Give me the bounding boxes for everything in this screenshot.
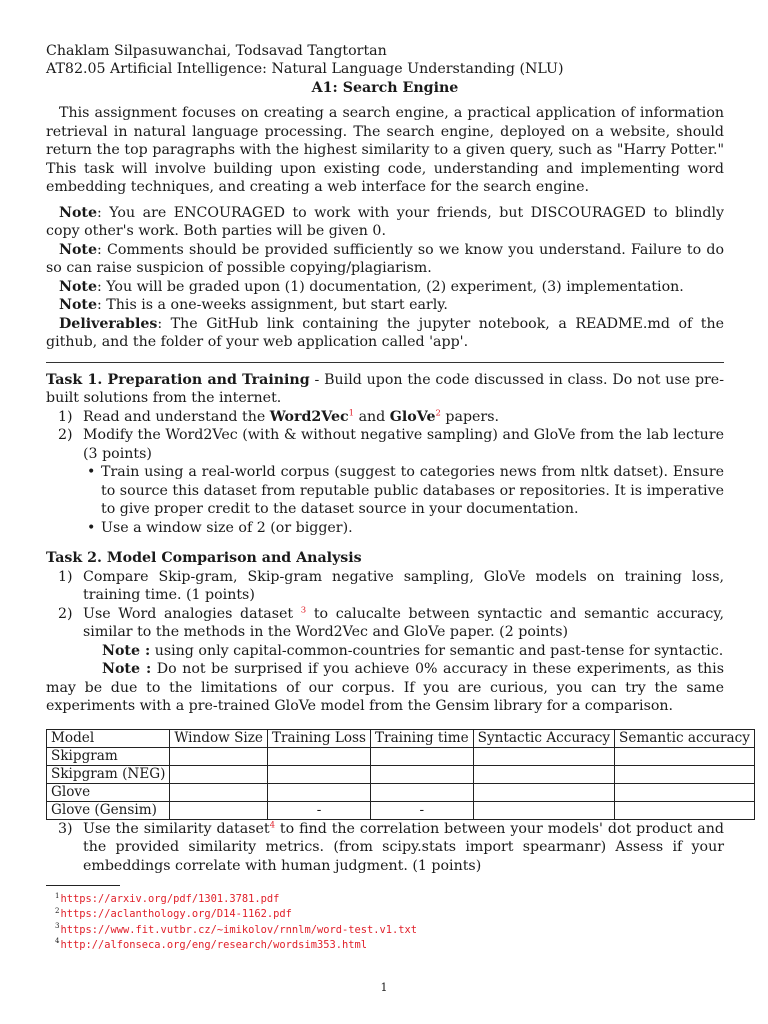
task1-description: - Build upon the code discussed in class. Do not use pre-built solutions from the internet. — [46, 371, 725, 406]
item-text: Read and understand the — [83, 408, 270, 425]
item-text: papers. — [440, 408, 499, 425]
table-row — [47, 765, 755, 783]
footnote-number: 1 — [55, 891, 60, 900]
task1-title: Task 1. Preparation and Training — [46, 371, 310, 388]
table-cell — [371, 783, 474, 801]
note-1 — [46, 204, 724, 241]
item-number: 1) — [58, 408, 73, 425]
task1-list — [46, 408, 724, 538]
footnote-link[interactable]: https://arxiv.org/pdf/1301.3781.pdf — [60, 893, 280, 905]
table-cell — [473, 747, 614, 765]
footnote-number: 4 — [55, 937, 60, 946]
task1-item-2 — [46, 426, 724, 537]
note-label: Note — [59, 297, 98, 313]
table-header-cell: Syntactic Accuracy — [473, 729, 614, 747]
item-number: 3) — [58, 820, 73, 837]
footnote-link[interactable]: https://aclanthology.org/D14-1162.pdf — [60, 908, 292, 921]
note-3 — [46, 278, 724, 297]
table-header-cell: Training time — [371, 729, 474, 747]
item-text: Modify the Word2Vec (with & without negative sampling) and GloVe from the lab lecture (3 points) — [83, 427, 724, 462]
task1-bullets — [83, 463, 724, 537]
table-cell — [615, 747, 755, 765]
footnote-4[interactable] — [46, 938, 724, 953]
table-cell: - — [267, 801, 370, 819]
authors: Chaklam Silpasuwanchai, Todsavad Tangtortan — [46, 43, 387, 59]
table-header-cell: Training Loss — [267, 729, 370, 747]
table-cell — [267, 783, 370, 801]
section-divider — [46, 362, 724, 363]
note-label: Note — [59, 278, 98, 295]
notes-block — [46, 204, 724, 352]
table-cell: Glove (Gensim) — [47, 801, 170, 819]
task2-list-continued — [46, 820, 724, 876]
item-text: Use the similarity dataset — [83, 820, 270, 837]
footnote-ref-4[interactable]: 4 — [269, 819, 275, 830]
item-text: and — [354, 408, 390, 425]
item-text: Compare Skip-gram, Skip-gram negative sampling, GloVe models on training loss, training time. (1 points) — [83, 568, 724, 603]
page-number: 1 — [380, 981, 388, 994]
glove-label: GloVe — [389, 408, 436, 425]
note-text: : You are ENCOURAGED to work with your friends, but DISCOURAGED to blindly copy other's work. Both parties will be given 0. — [46, 204, 724, 239]
table-cell — [170, 801, 268, 819]
footnote-1[interactable] — [46, 892, 724, 907]
note-text: : You will be graded upon (1) documentation, (2) experiment, (3) implementation. — [97, 278, 684, 295]
deliverables-text: : The GitHub link containing the jupyter notebook, a README.md of the github, and the folder of your web application called 'app'. — [46, 315, 724, 350]
item-text: to calucalte between syntactic and semantic accuracy, similar to the methods in the Word2Vec and GloVe paper. (2 points) — [83, 605, 724, 640]
note-label: Note — [59, 204, 98, 221]
table-cell — [371, 747, 474, 765]
table-cell — [473, 783, 614, 801]
table-cell — [170, 747, 268, 765]
item-number: 2) — [58, 427, 73, 443]
task2-item-1 — [46, 568, 724, 605]
item-number: 1) — [58, 568, 73, 585]
note-2 — [46, 241, 724, 278]
table-row — [47, 747, 755, 765]
task2-item-3 — [46, 820, 724, 876]
table-row — [47, 783, 755, 801]
footnote-divider — [46, 885, 120, 886]
course-name: AT82.05 Artificial Intelligence: Natural Language Understanding (NLU) — [46, 61, 564, 77]
table-cell: Skipgram (NEG) — [47, 765, 170, 783]
task2-section — [46, 549, 750, 875]
item-text: Use Word analogies dataset — [83, 605, 301, 622]
footnote-link[interactable]: http://alfonseca.org/eng/research/wordsim353.html — [60, 938, 367, 951]
table-header-cell: Window Size — [170, 729, 268, 747]
item-text: to find the correlation between your models' dot product and the provided similarity metrics. (from scipy.stats import spearmanr) Assess if your embeddings correlate with human judgment. (1 points) — [83, 820, 724, 874]
table-cell: Glove — [47, 783, 170, 801]
table-cell: - — [371, 801, 474, 819]
table-row — [47, 801, 755, 819]
note-text: using only capital-common-countries for semantic and past-tense for syntactic. — [150, 642, 724, 659]
note-text: : This is a one-weeks assignment, but start early. — [97, 297, 448, 313]
footnote-ref-3[interactable]: 3 — [300, 604, 307, 615]
table-header-cell: Model — [47, 729, 170, 747]
table-cell — [267, 765, 370, 783]
note-4 — [46, 296, 724, 315]
footnote-3[interactable] — [46, 923, 724, 938]
table-cell — [371, 765, 474, 783]
table-cell — [615, 783, 755, 801]
task2-note-2 — [46, 660, 724, 716]
note-text: Do not be surprised if you achieve 0% accuracy in these experiments, as this may be due to the limitations of our corpus. If you are curious, you can try the same experiments with a pre-trained GloVe model from the Gensim library for a comparison. — [46, 661, 724, 714]
table-cell: Skipgram — [47, 747, 170, 765]
bullet-item: • Train using a real-world corpus (suggest to categories news from nltk datset). Ensure to source this dataset from reputable public databases or repositories. It is imperative to give proper credit to the dataset source in your documentation. — [83, 463, 724, 519]
footnote-ref-2[interactable]: 2 — [435, 407, 441, 418]
table-cell — [615, 801, 755, 819]
table-header-row — [47, 729, 755, 747]
task1-item-1 — [46, 408, 724, 427]
note-label: Note : — [102, 661, 152, 677]
task1-heading — [46, 371, 724, 408]
document-page — [46, 42, 750, 953]
table-cell — [473, 801, 614, 819]
footnote-number: 2 — [55, 906, 60, 915]
note-text: : Comments should be provided sufficiently so we know you understand. Failure to do so can raise suspicion of possible copying/plagiarism. — [46, 241, 724, 276]
deliverables — [46, 315, 724, 352]
task1-section — [46, 371, 724, 538]
table-cell — [473, 765, 614, 783]
word2vec-label: Word2Vec — [269, 408, 349, 425]
table-cell — [170, 783, 268, 801]
intro-paragraph: This assignment focuses on creating a search engine, a practical application of information retrieval in natural language processing. The search engine, deployed on a website, should return the top paragraphs with the highest similarity to a given query, such as "Harry Potter." This task will involve building upon existing code, understanding and implementing word embedding techniques, and creating a web interface for the search engine. — [46, 105, 724, 195]
table-cell — [615, 765, 755, 783]
task2-title: Task 2. Model Comparison and Analysis — [46, 550, 362, 566]
task2-list — [46, 568, 724, 642]
footnote-number: 3 — [55, 922, 60, 931]
table-cell — [267, 747, 370, 765]
footnote-2[interactable] — [46, 907, 724, 922]
task2-item-2 — [46, 605, 724, 642]
deliverables-label: Deliverables — [59, 315, 158, 332]
footnote-ref-1[interactable]: 1 — [348, 407, 355, 418]
footnote-link[interactable]: https://www.fit.vutbr.cz/~imikolov/rnnlm/word-test.v1.txt — [60, 923, 418, 936]
bullet-item: • Use a window size of 2 (or bigger). — [83, 519, 724, 538]
note-label: Note : — [102, 642, 151, 659]
note-label: Note — [59, 241, 98, 258]
assignment-title: A1: Search Engine — [311, 80, 459, 96]
item-number: 2) — [58, 605, 73, 622]
footnotes — [46, 892, 724, 953]
task2-note-1 — [46, 642, 724, 661]
comparison-table — [46, 729, 755, 820]
table-header-cell: Semantic accuracy — [615, 729, 755, 747]
table-cell — [170, 765, 268, 783]
